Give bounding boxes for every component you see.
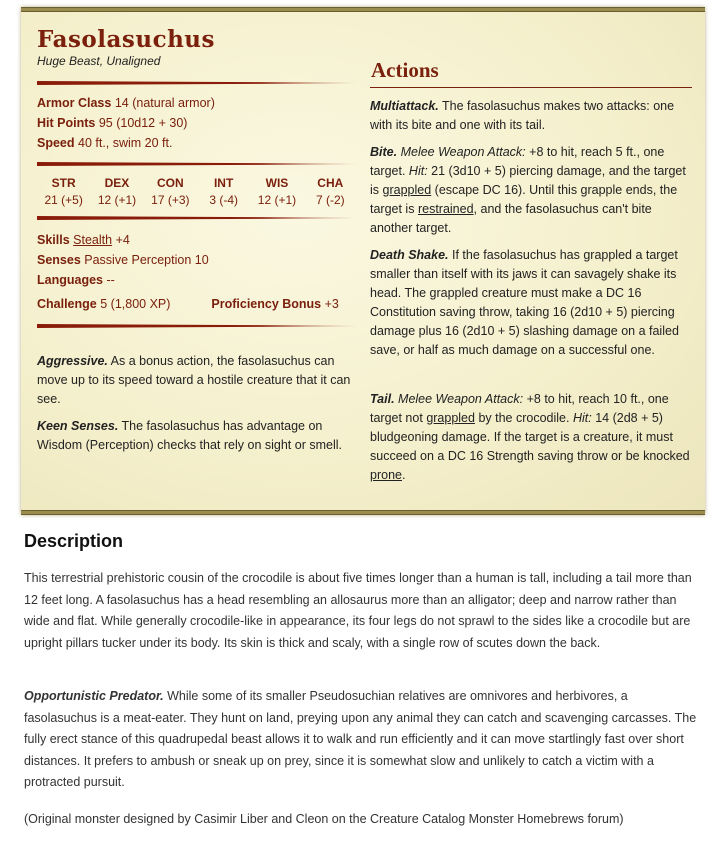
action-text: +8 to hit, reach 5 ft., one target. bbox=[370, 145, 665, 178]
skills-value: +4 bbox=[115, 233, 130, 247]
action-text: If the fasolasuchus has grappled a target smaller than itself with its jaws it can savagely shake its head. The grappled creature must make a DC 16 Constitution saving throw, taking 16 (2d10 + 5) piercing damage plus 16 (2d10 + 5) slashing damage on a failed save, or half as much damage on a successful one. bbox=[370, 248, 679, 357]
stat-block-top-bar bbox=[21, 7, 705, 12]
languages-label: Languages bbox=[37, 273, 103, 287]
description-heading: Description bbox=[24, 531, 124, 551]
proficiency-bonus-label: Proficiency Bonus bbox=[211, 297, 322, 311]
ability-value: 21 (+5) bbox=[44, 193, 83, 207]
trait-name: Keen Senses. bbox=[37, 419, 119, 433]
action-death-shake bbox=[370, 246, 692, 360]
ability-wis bbox=[250, 174, 303, 208]
challenge bbox=[37, 294, 357, 314]
ability-name: STR bbox=[51, 176, 76, 190]
paragraph-lead: Opportunistic Predator. bbox=[24, 689, 164, 703]
action-multiattack bbox=[370, 97, 692, 135]
action-text: +8 to hit, reach 10 ft., one target not bbox=[370, 392, 669, 425]
senses-label: Senses bbox=[37, 253, 81, 267]
description-paragraph bbox=[24, 568, 704, 654]
skills bbox=[37, 230, 357, 250]
action-text: , and the fasolasuchus can't bite another target. bbox=[370, 202, 652, 235]
stat-block-bottom-bar bbox=[21, 510, 705, 515]
ability-name: WIS bbox=[265, 176, 289, 190]
ability-name: CON bbox=[156, 176, 184, 190]
action-text: The fasolasuchus makes two attacks: one with its bite and one with its tail. bbox=[370, 99, 675, 132]
armor-class-value: 14 (natural armor) bbox=[114, 96, 215, 110]
senses-value: Passive Perception 10 bbox=[84, 253, 209, 267]
trait-name: Aggressive. bbox=[37, 354, 108, 368]
speed bbox=[37, 133, 357, 153]
condition-prone-link[interactable]: prone bbox=[370, 468, 402, 482]
actions-heading: Actions bbox=[371, 58, 439, 82]
condition-restrained-link[interactable]: restrained bbox=[417, 202, 474, 216]
action-text: . bbox=[401, 468, 406, 482]
languages-value: -- bbox=[106, 273, 115, 287]
hit-points-value: 95 (10d12 + 30) bbox=[98, 116, 188, 130]
action-bite bbox=[370, 143, 692, 238]
ability-int bbox=[197, 174, 250, 208]
condition-grappled-link[interactable]: grappled bbox=[382, 183, 432, 197]
ability-cha bbox=[304, 174, 357, 208]
description-text: This terrestrial prehistoric cousin of the crocodile is about five times longer than a human is tall, including a tail more than 12 feet long. A fasolasuchus has a head resembling an allosaurus more than an alligator; deep and narrow rather than wide and flat. While generally crocodile-like in appearance, its four legs do not sprawl to the sides like a crocodile but are upright pillars tucker under its body. Its skin is thick and scaly, with a single row of scutes down the back. bbox=[24, 571, 692, 650]
ability-value: 12 (+1) bbox=[97, 193, 137, 207]
trait-text: The fasolasuchus has advantage on Wisdom (Perception) checks that rely on sight or smell. bbox=[37, 419, 342, 452]
speed-value: 40 ft., swim 20 ft. bbox=[78, 136, 173, 150]
armor-class-label: Armor Class bbox=[37, 96, 112, 110]
attack-type: Melee Weapon Attack: bbox=[398, 392, 524, 406]
action-name: Tail. bbox=[370, 392, 395, 406]
challenge-label: Challenge bbox=[37, 297, 97, 311]
action-text: (escape DC 16). Until this grapple ends, the target is bbox=[370, 183, 678, 216]
languages bbox=[37, 270, 357, 290]
ability-scores bbox=[37, 174, 357, 208]
action-text: 14 (2d8 + 5) bludgeoning damage. If the target is a creature, it must succeed on a DC 16 Strength saving throw or be knocked bbox=[370, 411, 690, 463]
challenge-value: 5 (1,800 XP) bbox=[100, 297, 171, 311]
condition-grappled-link[interactable]: grappled bbox=[426, 411, 475, 425]
hit-label: Hit: bbox=[408, 164, 428, 178]
hit-points-label: Hit Points bbox=[37, 116, 96, 130]
action-text: 21 (3d10 + 5) piercing damage, and the target is bbox=[370, 164, 686, 197]
ability-con bbox=[144, 174, 197, 208]
action-name: Death Shake. bbox=[370, 248, 449, 262]
attack-type: Melee Weapon Attack: bbox=[400, 145, 526, 159]
action-name: Multiattack. bbox=[370, 99, 439, 113]
attribution bbox=[24, 809, 704, 831]
attribution-text: (Original monster designed by Casimir Liber and Cleon on the Creature Catalog Monster Homebrews forum) bbox=[24, 811, 624, 826]
hit-label: Hit: bbox=[572, 411, 592, 425]
monster-name: Fasolasuchus bbox=[37, 26, 215, 53]
ability-name: INT bbox=[213, 176, 234, 190]
armor-class bbox=[37, 93, 357, 113]
hit-points bbox=[37, 113, 357, 133]
skill-stealth-link[interactable]: Stealth bbox=[73, 233, 113, 247]
stat-block bbox=[21, 7, 705, 515]
description-section bbox=[24, 528, 704, 845]
trait-aggressive bbox=[37, 352, 357, 409]
stat-block-right-column bbox=[370, 57, 692, 493]
action-text: by the crocodile. bbox=[478, 411, 570, 425]
ability-name: DEX bbox=[104, 176, 130, 190]
actions-divider bbox=[370, 87, 692, 88]
ability-str bbox=[37, 174, 90, 208]
monster-type: Huge Beast, Unaligned bbox=[37, 54, 161, 68]
stat-block-left-column bbox=[37, 27, 357, 455]
ability-name: CHA bbox=[317, 176, 344, 190]
ability-value: 7 (-2) bbox=[315, 193, 345, 207]
senses bbox=[37, 250, 357, 270]
ability-value: 17 (+3) bbox=[151, 193, 190, 207]
action-name: Bite. bbox=[370, 145, 398, 159]
action-tail bbox=[370, 390, 692, 485]
proficiency-bonus-value: +3 bbox=[324, 297, 339, 311]
description-text: While some of its smaller Pseudosuchian relatives are omnivores and herbivores, a fasolasuchus is a meat-eater. They hunt on land, preying upon any animal they can catch and scavenging carcasses. The fully erect stance of this quadrupedal beast allows it to walk and run efficiently and it can move startlingly fast over short distances. It prefers to ambush or sneak up on prey, since it is somewhat slow and unlikely to catch a victim with a protracted pursuit. bbox=[24, 689, 697, 789]
description-paragraph bbox=[24, 686, 704, 794]
trait-text: As a bonus action, the fasolasuchus can move up to its speed toward a hostile creature that it can see. bbox=[37, 354, 351, 406]
speed-label: Speed bbox=[37, 136, 75, 150]
ability-value: 3 (-4) bbox=[209, 193, 238, 207]
trait-keen-senses bbox=[37, 417, 357, 455]
ability-value: 12 (+1) bbox=[257, 193, 297, 207]
skills-label: Skills bbox=[37, 233, 70, 247]
ability-dex bbox=[90, 174, 143, 208]
